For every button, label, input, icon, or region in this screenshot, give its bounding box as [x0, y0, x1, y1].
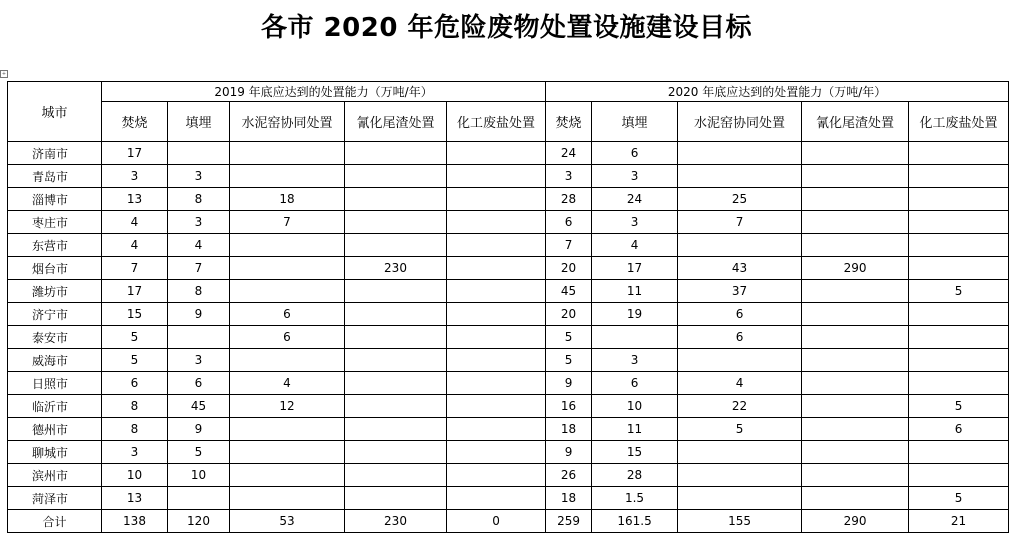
value-cell: 28 — [546, 188, 592, 211]
value-cell: 3 — [102, 441, 168, 464]
value-cell — [168, 326, 230, 349]
value-cell: 259 — [546, 510, 592, 533]
value-cell: 15 — [592, 441, 678, 464]
value-cell — [345, 349, 447, 372]
group-header-2019: 2019 年底应达到的处置能力（万吨/年） — [102, 82, 546, 102]
value-cell: 45 — [168, 395, 230, 418]
column-header-2020: 水泥窑协同处置 — [678, 102, 802, 142]
group-header-2020: 2020 年底应达到的处置能力（万吨/年） — [546, 82, 1009, 102]
value-cell: 7 — [168, 257, 230, 280]
value-cell: 5 — [546, 326, 592, 349]
column-header-2020: 填埋 — [592, 102, 678, 142]
value-cell — [678, 464, 802, 487]
value-cell — [909, 165, 1009, 188]
value-cell: 120 — [168, 510, 230, 533]
value-cell — [345, 487, 447, 510]
value-cell: 53 — [230, 510, 345, 533]
value-cell — [909, 211, 1009, 234]
value-cell: 19 — [592, 303, 678, 326]
value-cell: 7 — [102, 257, 168, 280]
value-cell — [230, 234, 345, 257]
column-header-2020: 氰化尾渣处置 — [802, 102, 909, 142]
value-cell — [909, 142, 1009, 165]
value-cell: 6 — [592, 142, 678, 165]
value-cell: 45 — [546, 280, 592, 303]
value-cell — [802, 372, 909, 395]
value-cell — [230, 418, 345, 441]
value-cell — [345, 441, 447, 464]
value-cell: 3 — [168, 165, 230, 188]
table-row — [8, 234, 1009, 257]
value-cell — [447, 464, 546, 487]
value-cell: 20 — [546, 257, 592, 280]
value-cell — [802, 349, 909, 372]
total-row — [8, 510, 1009, 533]
table-row — [8, 280, 1009, 303]
value-cell — [802, 326, 909, 349]
value-cell: 18 — [546, 418, 592, 441]
table-row — [8, 349, 1009, 372]
value-cell: 6 — [592, 372, 678, 395]
city-name: 济宁市 — [8, 303, 102, 326]
table-row — [8, 257, 1009, 280]
value-cell — [345, 280, 447, 303]
value-cell — [230, 280, 345, 303]
value-cell: 13 — [102, 188, 168, 211]
value-cell — [802, 395, 909, 418]
value-cell — [678, 234, 802, 257]
value-cell: 7 — [546, 234, 592, 257]
value-cell — [168, 142, 230, 165]
value-cell: 290 — [802, 510, 909, 533]
value-cell — [802, 487, 909, 510]
value-cell — [447, 257, 546, 280]
value-cell: 8 — [168, 280, 230, 303]
value-cell: 4 — [230, 372, 345, 395]
value-cell — [678, 349, 802, 372]
value-cell: 15 — [102, 303, 168, 326]
value-cell — [447, 372, 546, 395]
value-cell — [230, 165, 345, 188]
value-cell — [802, 464, 909, 487]
value-cell: 17 — [102, 142, 168, 165]
value-cell: 3 — [592, 165, 678, 188]
city-name: 济南市 — [8, 142, 102, 165]
value-cell: 8 — [102, 395, 168, 418]
value-cell: 24 — [592, 188, 678, 211]
value-cell: 6 — [230, 326, 345, 349]
value-cell: 37 — [678, 280, 802, 303]
value-cell: 4 — [168, 234, 230, 257]
value-cell — [447, 487, 546, 510]
value-cell — [230, 487, 345, 510]
value-cell: 5 — [909, 487, 1009, 510]
value-cell — [345, 464, 447, 487]
value-cell: 24 — [546, 142, 592, 165]
value-cell — [909, 349, 1009, 372]
value-cell: 8 — [168, 188, 230, 211]
table-row — [8, 418, 1009, 441]
value-cell: 6 — [168, 372, 230, 395]
value-cell — [678, 487, 802, 510]
value-cell — [230, 257, 345, 280]
column-header-2019: 焚烧 — [102, 102, 168, 142]
column-header-2019: 水泥窑协同处置 — [230, 102, 345, 142]
value-cell — [678, 165, 802, 188]
value-cell: 5 — [678, 418, 802, 441]
value-cell: 9 — [546, 372, 592, 395]
value-cell: 12 — [230, 395, 345, 418]
value-cell — [447, 395, 546, 418]
value-cell — [447, 188, 546, 211]
table-row — [8, 487, 1009, 510]
value-cell: 10 — [168, 464, 230, 487]
value-cell: 1.5 — [592, 487, 678, 510]
value-cell — [909, 464, 1009, 487]
value-cell — [447, 211, 546, 234]
header-row-groups — [8, 82, 1009, 102]
value-cell: 9 — [168, 303, 230, 326]
value-cell — [909, 234, 1009, 257]
value-cell: 4 — [678, 372, 802, 395]
value-cell — [802, 142, 909, 165]
value-cell — [447, 280, 546, 303]
value-cell: 20 — [546, 303, 592, 326]
value-cell — [447, 303, 546, 326]
value-cell: 5 — [909, 280, 1009, 303]
value-cell — [230, 464, 345, 487]
value-cell: 18 — [230, 188, 345, 211]
value-cell — [230, 142, 345, 165]
table-body — [8, 142, 1009, 533]
city-name: 德州市 — [8, 418, 102, 441]
value-cell: 3 — [168, 349, 230, 372]
city-name: 潍坊市 — [8, 280, 102, 303]
value-cell: 8 — [102, 418, 168, 441]
value-cell — [345, 326, 447, 349]
table-row — [8, 142, 1009, 165]
header-row-columns — [8, 102, 1009, 142]
page-title: 各市 2020 年危险废物处置设施建设目标 — [261, 13, 752, 43]
value-cell: 6 — [678, 303, 802, 326]
value-cell — [345, 142, 447, 165]
value-cell — [909, 326, 1009, 349]
city-name: 烟台市 — [8, 257, 102, 280]
value-cell — [447, 441, 546, 464]
table-row — [8, 211, 1009, 234]
value-cell — [447, 326, 546, 349]
city-name: 日照市 — [8, 372, 102, 395]
value-cell — [802, 303, 909, 326]
value-cell: 5 — [909, 395, 1009, 418]
value-cell — [345, 418, 447, 441]
city-name: 聊城市 — [8, 441, 102, 464]
city-name: 泰安市 — [8, 326, 102, 349]
value-cell: 3 — [102, 165, 168, 188]
value-cell: 17 — [592, 257, 678, 280]
table-row — [8, 188, 1009, 211]
value-cell: 5 — [102, 349, 168, 372]
value-cell: 161.5 — [592, 510, 678, 533]
value-cell: 10 — [592, 395, 678, 418]
city-name: 临沂市 — [8, 395, 102, 418]
city-name: 枣庄市 — [8, 211, 102, 234]
value-cell: 6 — [546, 211, 592, 234]
capacity-table — [7, 81, 1009, 533]
value-cell: 5 — [546, 349, 592, 372]
value-cell: 4 — [592, 234, 678, 257]
value-cell: 4 — [102, 211, 168, 234]
value-cell: 5 — [102, 326, 168, 349]
value-cell: 5 — [168, 441, 230, 464]
column-header-2019: 填埋 — [168, 102, 230, 142]
value-cell — [345, 211, 447, 234]
column-header-2019: 氰化尾渣处置 — [345, 102, 447, 142]
value-cell: 9 — [546, 441, 592, 464]
value-cell: 6 — [102, 372, 168, 395]
city-name: 菏泽市 — [8, 487, 102, 510]
value-cell: 155 — [678, 510, 802, 533]
value-cell — [909, 257, 1009, 280]
value-cell — [345, 188, 447, 211]
value-cell — [909, 303, 1009, 326]
value-cell: 6 — [909, 418, 1009, 441]
value-cell — [447, 418, 546, 441]
value-cell — [345, 395, 447, 418]
value-cell — [802, 418, 909, 441]
value-cell: 3 — [592, 349, 678, 372]
value-cell — [909, 441, 1009, 464]
column-header-2019: 化工废盐处置 — [447, 102, 546, 142]
table-row — [8, 464, 1009, 487]
value-cell: 21 — [909, 510, 1009, 533]
value-cell — [909, 372, 1009, 395]
value-cell: 11 — [592, 418, 678, 441]
value-cell: 17 — [102, 280, 168, 303]
value-cell — [345, 165, 447, 188]
value-cell: 4 — [102, 234, 168, 257]
table-anchor-icon[interactable]: + — [1, 71, 7, 77]
value-cell — [168, 487, 230, 510]
value-cell: 13 — [102, 487, 168, 510]
value-cell — [345, 234, 447, 257]
value-cell — [230, 441, 345, 464]
value-cell: 22 — [678, 395, 802, 418]
value-cell: 230 — [345, 257, 447, 280]
value-cell: 290 — [802, 257, 909, 280]
value-cell: 43 — [678, 257, 802, 280]
value-cell — [447, 142, 546, 165]
value-cell: 28 — [592, 464, 678, 487]
value-cell: 3 — [592, 211, 678, 234]
value-cell: 230 — [345, 510, 447, 533]
value-cell — [678, 441, 802, 464]
city-name: 青岛市 — [8, 165, 102, 188]
value-cell: 3 — [168, 211, 230, 234]
table-row — [8, 326, 1009, 349]
value-cell — [802, 188, 909, 211]
value-cell — [447, 234, 546, 257]
value-cell — [802, 280, 909, 303]
value-cell — [909, 188, 1009, 211]
value-cell: 3 — [546, 165, 592, 188]
value-cell — [230, 349, 345, 372]
value-cell — [802, 165, 909, 188]
table-row — [8, 395, 1009, 418]
value-cell — [802, 211, 909, 234]
value-cell: 138 — [102, 510, 168, 533]
table-row — [8, 165, 1009, 188]
value-cell — [447, 165, 546, 188]
city-name: 滨州市 — [8, 464, 102, 487]
value-cell: 26 — [546, 464, 592, 487]
value-cell — [678, 142, 802, 165]
table-row — [8, 303, 1009, 326]
table-row — [8, 441, 1009, 464]
column-header-2020: 焚烧 — [546, 102, 592, 142]
value-cell: 25 — [678, 188, 802, 211]
value-cell — [802, 441, 909, 464]
value-cell — [345, 372, 447, 395]
value-cell — [802, 234, 909, 257]
value-cell — [592, 326, 678, 349]
value-cell: 7 — [230, 211, 345, 234]
column-header-2020: 化工废盐处置 — [909, 102, 1009, 142]
value-cell — [447, 349, 546, 372]
city-name: 威海市 — [8, 349, 102, 372]
value-cell: 18 — [546, 487, 592, 510]
value-cell: 9 — [168, 418, 230, 441]
table-row — [8, 372, 1009, 395]
value-cell: 11 — [592, 280, 678, 303]
city-name: 淄博市 — [8, 188, 102, 211]
value-cell: 0 — [447, 510, 546, 533]
value-cell: 16 — [546, 395, 592, 418]
city-column-header: 城市 — [8, 82, 102, 142]
value-cell: 6 — [230, 303, 345, 326]
total-label: 合计 — [8, 510, 102, 533]
value-cell: 6 — [678, 326, 802, 349]
value-cell: 7 — [678, 211, 802, 234]
value-cell — [345, 303, 447, 326]
city-name: 东营市 — [8, 234, 102, 257]
value-cell: 10 — [102, 464, 168, 487]
